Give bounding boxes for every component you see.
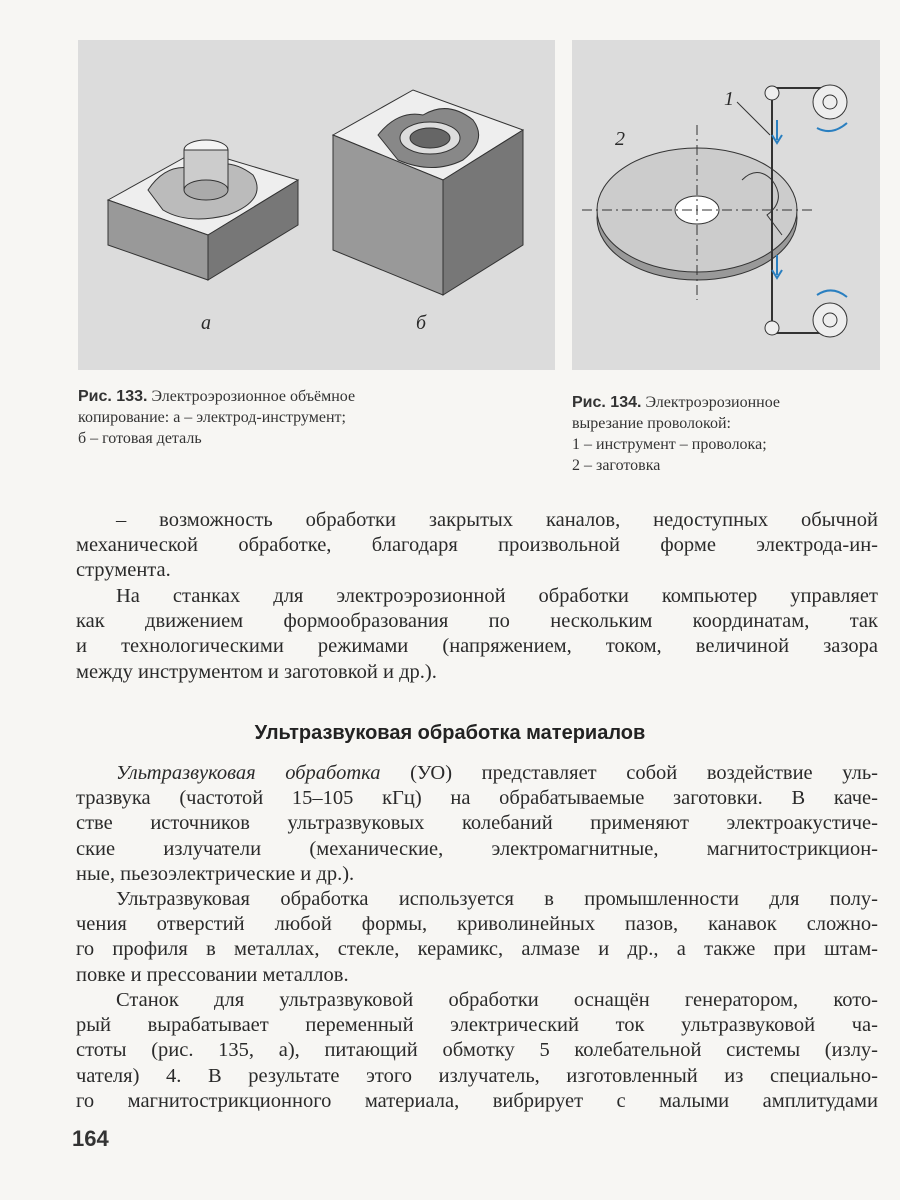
paragraph-line: го магнитострикционного материала, вибрирует с малыми амплитудами	[76, 1089, 878, 1112]
electrode-and-part-illustration	[78, 40, 555, 370]
figure-133-caption: Рис. 133. Электроэрозионное объёмное копирование: а – электрод-инструмент; б – готовая деталь	[78, 388, 356, 447]
paragraph-line: Станок для ультразвуковой обработки оснащён генератором, кото-	[116, 989, 878, 1011]
paragraph-line: го профиля в металлах, стекле, керамикс, алмазе и др., а также при штам-	[76, 938, 878, 961]
paragraph-line: Ультразвуковая обработка (УО) представляет собой воздействие уль-	[116, 762, 878, 784]
paragraph-line: ные, пьезоэлектрические и др.).	[76, 862, 355, 885]
paragraph-line: чателя) 4. В результате этого излучатель, изготовленный из специально-	[76, 1064, 878, 1087]
paragraph-line: как движением формообразования по нескольким координатам, так	[76, 610, 878, 633]
paragraph-line: между инструментом и заготовкой и др.).	[76, 660, 437, 683]
figure-133	[78, 40, 555, 370]
paragraph-line: стве источников ультразвуковых колебаний применяют электроакустиче-	[76, 812, 878, 835]
paragraph-line: чения отверстий любой формы, криволинейных пазов, канавок сложно-	[76, 913, 878, 936]
paragraph-line: механической обработке, благодаря произвольной форме электрода-ин-	[76, 534, 878, 557]
term: Ультразвуковая обработка	[116, 762, 381, 784]
page-number: 164	[72, 1126, 109, 1151]
label-2: 2	[615, 128, 625, 150]
paragraph-line: Ультразвуковая обработка используется в промышленности для полу-	[116, 888, 878, 910]
label-b: б	[416, 312, 427, 334]
paragraph-line: – возможность обработки закрытых каналов, недоступных обычной	[116, 509, 878, 531]
paragraph-line: повке и прессовании металлов.	[76, 963, 349, 986]
caption-number: Рис. 133.	[78, 388, 148, 405]
paragraph-line: рый вырабатывает переменный электрический ток ультразвуковой ча-	[76, 1014, 878, 1037]
caption-number: Рис. 134.	[572, 394, 642, 411]
label-1: 1	[724, 88, 734, 110]
figure-134	[572, 40, 880, 370]
paragraph-line: струмента.	[76, 559, 171, 582]
label-a: а	[201, 312, 211, 334]
section-heading: Ультразвуковая обработка материалов	[254, 722, 646, 744]
paragraph-line: тразвука (частотой 15–105 кГц) на обрабатываемые заготовки. В каче-	[76, 787, 878, 810]
paragraph-line: стоты (рис. 135, а), питающий обмотку 5 колебательной системы (излу-	[76, 1039, 878, 1062]
paragraph-line: На станках для электроэрозионной обработки компьютер управляет	[116, 585, 878, 607]
figure-134-caption: Рис. 134. Электроэрозионное вырезание проволокой: 1 – инструмент – проволока; 2 – заготовка	[572, 394, 780, 474]
paragraph-line: ские излучатели (механические, электромагнитные, магнитострикцион-	[76, 837, 878, 860]
paragraph-line: и технологическими режимами (напряжением, током, величиной зазора	[76, 635, 878, 658]
